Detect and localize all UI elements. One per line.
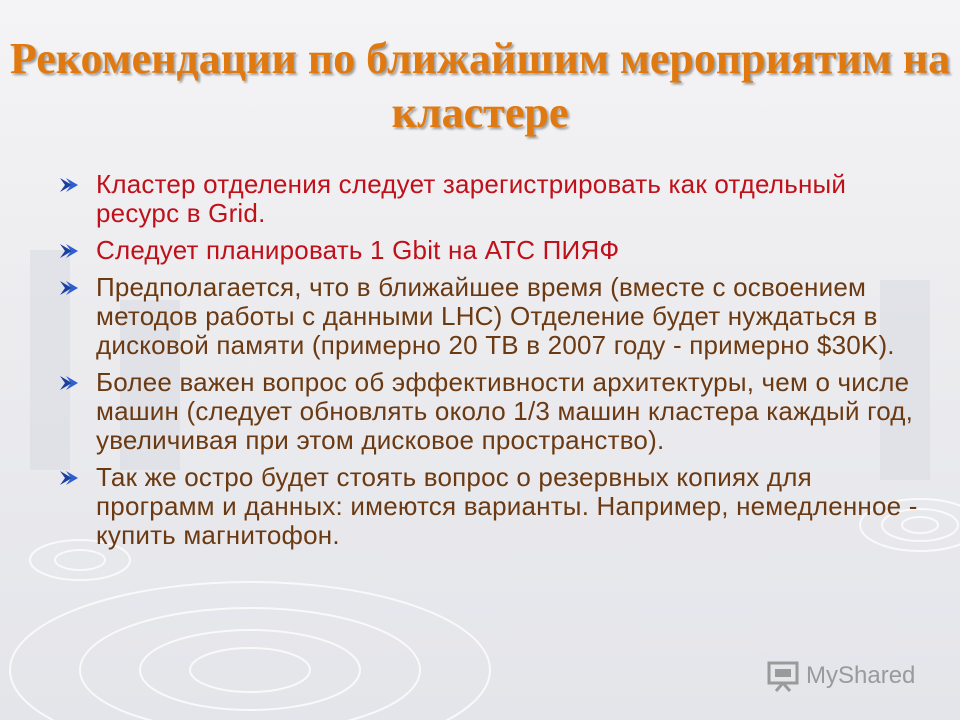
arrow-bullet-icon (58, 279, 80, 297)
arrow-bullet-icon (58, 242, 80, 260)
bullet-text: Кластер отделения следует зарегистрировать как отдельный ресурс в Grid. (96, 169, 847, 228)
slide-title: Рекомендации по ближайшим мероприятим на кластере (9, 34, 951, 137)
arrow-bullet-icon (58, 374, 80, 392)
bullet-text: Более важен вопрос об эффективности архитектуры, чем о числе машин (следует обновлять около 1/3 машин кластера каждый год, увеличивая при этом дисковое пространство). (96, 367, 914, 455)
bullet-text: Так же остро будет стоять вопрос о резервных копиях для программ и данных: имеются варианты. Например, немедленное - купить магнитофон. (96, 462, 918, 550)
arrow-bullet-icon (58, 176, 80, 194)
bullet-text: Следует планировать 1 Gbit на АТС ПИЯФ (96, 235, 620, 265)
watermark-text: MyShared (806, 662, 916, 689)
arrow-bullet-icon (58, 469, 80, 487)
bullet-item (58, 236, 918, 265)
presentation-icon (766, 659, 800, 693)
bullet-item (58, 368, 918, 455)
watermark (766, 656, 915, 696)
bullet-item (58, 170, 918, 228)
bullet-list (58, 170, 918, 558)
bullet-item (58, 463, 918, 550)
bullet-item (58, 273, 918, 360)
bullet-text: Предполагается, что в ближайшее время (вместе с освоением методов работы с данными LHC) Отделение будет нуждаться в дисковой памяти (примерно 20 TB в 2007 году - примерно $30K). (96, 272, 895, 360)
